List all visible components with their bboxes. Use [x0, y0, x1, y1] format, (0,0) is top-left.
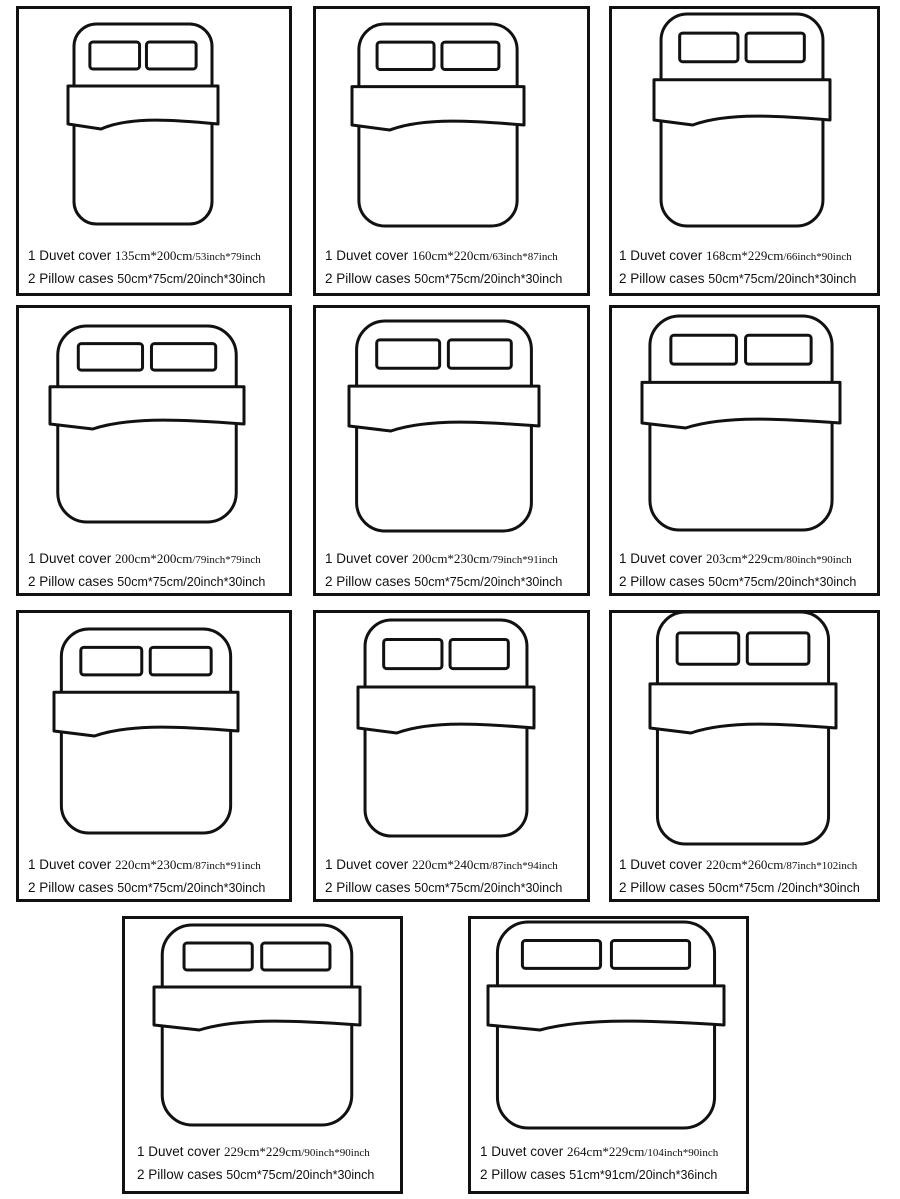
- duvet-cover-label: 1 Duvet cover: [325, 551, 413, 566]
- duvet-size-cm: 229cm*229cm: [224, 1144, 302, 1159]
- pillow-cases-label: 2 Pillow cases: [28, 271, 118, 286]
- pillow-size: 50cm*75cm /20inch*30inch: [708, 881, 860, 895]
- duvet-size-cm: 264cm*229cm: [567, 1144, 645, 1159]
- pillow-left: [377, 340, 440, 368]
- pillow-cases-label: 2 Pillow cases: [325, 880, 415, 895]
- duvet-fold: [54, 692, 238, 736]
- pillow-size: 50cm*75cm/20inch*30inch: [226, 1168, 375, 1182]
- duvet-cover-label: 1 Duvet cover: [325, 248, 413, 263]
- pillow-size: 50cm*75cm/20inch*30inch: [708, 575, 857, 589]
- pillow-size: 50cm*75cm/20inch*30inch: [414, 881, 563, 895]
- pillow-left: [671, 335, 737, 364]
- duvet-fold: [50, 387, 244, 429]
- pillow-right: [450, 639, 508, 668]
- pillow-left: [377, 42, 434, 69]
- duvet-size-inch: /87inch*91inch: [192, 860, 261, 872]
- duvet-cover-label: 1 Duvet cover: [137, 1144, 225, 1159]
- duvet-size-cm: 168cm*229cm: [706, 248, 784, 263]
- pillow-size: 50cm*75cm/20inch*30inch: [708, 272, 857, 286]
- duvet-size-inch: /80inch*90inch: [783, 554, 852, 566]
- duvet-fold: [654, 80, 830, 125]
- duvet-cover-label: 1 Duvet cover: [619, 551, 707, 566]
- duvet-cover-label: 1 Duvet cover: [619, 248, 707, 263]
- pillow-right: [262, 943, 330, 970]
- duvet-fold: [358, 687, 534, 733]
- pillow-cases-label: 2 Pillow cases: [28, 574, 118, 589]
- duvet-size-cm: 220cm*260cm: [706, 857, 784, 872]
- duvet-size-cm: 135cm*200cm: [115, 248, 193, 263]
- duvet-fold: [349, 386, 539, 431]
- pillow-cases-label: 2 Pillow cases: [28, 880, 118, 895]
- pillow-left: [680, 33, 738, 62]
- duvet-cover-label: 1 Duvet cover: [28, 857, 116, 872]
- pillow-right: [747, 633, 809, 664]
- pillow-size: 50cm*75cm/20inch*30inch: [414, 272, 563, 286]
- duvet-fold: [642, 382, 840, 428]
- duvet-cover-label: 1 Duvet cover: [619, 857, 707, 872]
- pillow-cases-label: 2 Pillow cases: [619, 574, 709, 589]
- duvet-fold: [154, 987, 360, 1030]
- duvet-size-inch: /90inch*90inch: [301, 1147, 370, 1159]
- duvet-size-inch: /63inch*87inch: [489, 251, 558, 263]
- duvet-size-inch: /87inch*94inch: [489, 860, 558, 872]
- pillow-right: [151, 344, 215, 370]
- pillow-size: 50cm*75cm/20inch*30inch: [117, 272, 266, 286]
- pillow-right: [150, 647, 211, 675]
- pillow-cases-label: 2 Pillow cases: [325, 271, 415, 286]
- duvet-cover-label: 1 Duvet cover: [325, 857, 413, 872]
- pillow-size: 50cm*75cm/20inch*30inch: [117, 575, 266, 589]
- pillow-size: 50cm*75cm/20inch*30inch: [414, 575, 563, 589]
- pillow-left: [184, 943, 252, 970]
- pillow-left: [81, 647, 142, 675]
- duvet-size-inch: /104inch*90inch: [644, 1147, 719, 1159]
- pillow-cases-label: 2 Pillow cases: [325, 574, 415, 589]
- duvet-size-cm: 220cm*230cm: [115, 857, 193, 872]
- duvet-size-inch: /53inch*79inch: [192, 251, 261, 263]
- pillow-right: [746, 335, 812, 364]
- duvet-size-inch: /87inch*102inch: [783, 860, 858, 872]
- pillow-right: [448, 340, 511, 368]
- duvet-fold: [68, 86, 218, 129]
- pillow-cases-label: 2 Pillow cases: [480, 1167, 570, 1182]
- duvet-fold: [352, 87, 524, 130]
- pillow-right: [146, 42, 196, 69]
- pillow-cases-label: 2 Pillow cases: [137, 1167, 227, 1182]
- duvet-fold: [650, 684, 836, 733]
- pillow-left: [677, 633, 739, 664]
- pillow-size: 50cm*75cm/20inch*30inch: [117, 881, 266, 895]
- pillow-right: [746, 33, 804, 62]
- duvet-size-inch: /79inch*91inch: [489, 554, 558, 566]
- duvet-size-cm: 203cm*229cm: [706, 551, 784, 566]
- duvet-size-inch: /66inch*90inch: [783, 251, 852, 263]
- duvet-size-cm: 200cm*200cm: [115, 551, 193, 566]
- duvet-size-inch: /79inch*79inch: [192, 554, 261, 566]
- duvet-cover-label: 1 Duvet cover: [28, 551, 116, 566]
- pillow-left: [384, 639, 442, 668]
- pillow-size: 51cm*91cm/20inch*36inch: [569, 1168, 718, 1182]
- pillow-left: [522, 941, 600, 969]
- duvet-cover-label: 1 Duvet cover: [28, 248, 116, 263]
- duvet-fold: [488, 986, 724, 1030]
- pillow-left: [90, 42, 140, 69]
- pillow-left: [78, 344, 142, 370]
- duvet-size-cm: 220cm*240cm: [412, 857, 490, 872]
- pillow-right: [611, 941, 689, 969]
- pillow-cases-label: 2 Pillow cases: [619, 271, 709, 286]
- pillow-right: [442, 42, 499, 69]
- pillow-cases-label: 2 Pillow cases: [619, 880, 709, 895]
- duvet-size-cm: 200cm*230cm: [412, 551, 490, 566]
- duvet-size-cm: 160cm*220cm: [412, 248, 490, 263]
- duvet-cover-label: 1 Duvet cover: [480, 1144, 568, 1159]
